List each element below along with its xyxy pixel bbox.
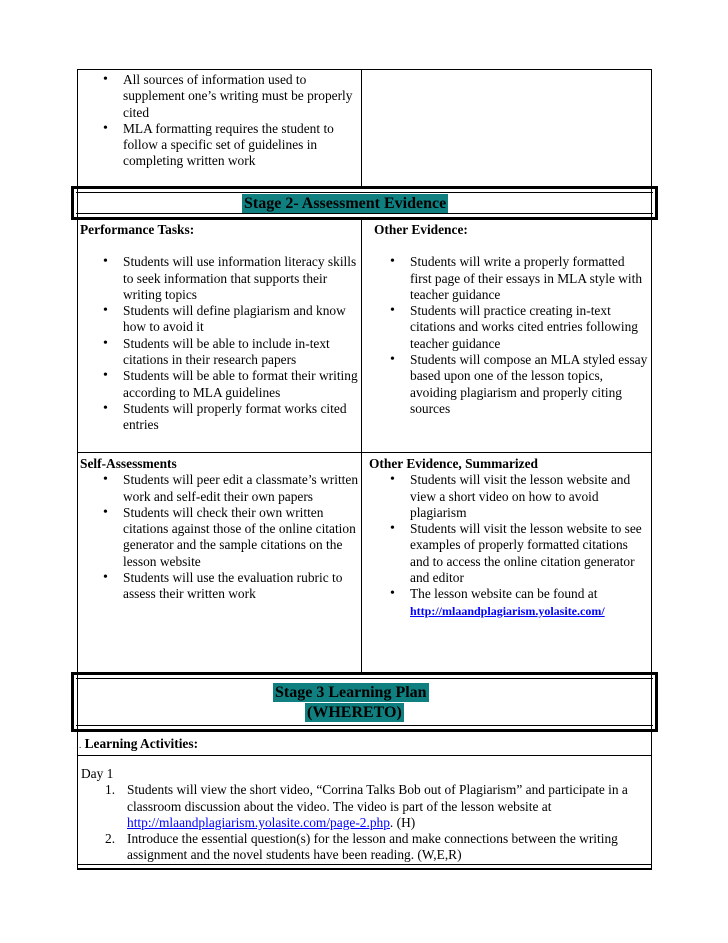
top-section-cell xyxy=(79,72,359,170)
stage3-border-outer-top xyxy=(71,672,658,675)
item-number: 1. xyxy=(105,782,116,798)
self-assessments-list xyxy=(79,472,360,602)
performance-tasks-cell xyxy=(80,222,360,434)
border-right xyxy=(651,69,652,870)
list-item xyxy=(366,586,650,619)
other-evidence-heading: Other Evidence: xyxy=(374,222,468,237)
stage2-border-outer-top xyxy=(71,186,658,189)
learning-activities-heading: Learning Activities: xyxy=(84,736,199,751)
other-evidence-summarized-heading: Other Evidence, Summarized xyxy=(369,456,538,471)
stage3-border-outer-right xyxy=(655,672,658,732)
stage2-border-inner-bottom xyxy=(76,213,653,214)
top-bullet-list xyxy=(79,72,359,170)
other-evidence-summarized-cell xyxy=(366,456,650,619)
list-item: • MLA formatting requires the student to follow a specific set of guidelines in completing written work xyxy=(79,121,359,170)
list-item: • Students will visit the lesson website and view a short video on how to avoid plagiarism xyxy=(366,472,650,521)
item-text: Introduce the essential question(s) for the lesson and make connections between the writing assignment and the novel students have been reading. (W,E,R) xyxy=(127,831,618,863)
list-item: • Students will practice creating in-text citations and works cited entries following teacher guidance xyxy=(366,303,648,352)
self-assessments-cell xyxy=(80,456,360,603)
website-text: The lesson website can be found at xyxy=(410,586,598,602)
row-divider-stage2 xyxy=(77,452,652,453)
list-item: • Students will use information literacy skills to seek information that supports their writing topics xyxy=(79,254,360,303)
stage2-border-inner-top xyxy=(76,192,653,193)
stage3-banner-line2: (WHERETO) xyxy=(307,704,402,721)
border-left xyxy=(77,69,78,870)
stage3-border-inner-bottom xyxy=(76,725,653,726)
list-item: • All sources of information used to supplement one’s writing must be properly cited xyxy=(79,72,359,121)
stage2-banner-title: Stage 2- Assessment Evidence xyxy=(244,195,447,212)
list-item: • Students will compose an MLA styled essay based upon one of the lesson topics, avoiding plagiarism and properly citing sources xyxy=(366,352,648,417)
border-top xyxy=(77,69,652,70)
item-text-suffix: . (H) xyxy=(389,814,416,830)
performance-tasks-list xyxy=(79,254,360,433)
list-item: • Students will write a properly formatted first page of their essays in MLA style with teacher guidance xyxy=(366,254,648,303)
stage3-border-inner-top xyxy=(76,678,653,679)
paragraph-marker: . xyxy=(79,740,82,750)
list-item: • Students will be able to format their writing according to MLA guidelines xyxy=(79,368,360,401)
list-item: • Students will properly format works cited entries xyxy=(79,401,360,434)
stage2-border-outer-right xyxy=(655,186,658,220)
other-evidence-summarized-list xyxy=(366,472,650,619)
stage2-border-outer-bottom xyxy=(71,217,658,220)
stage3-banner-line1: Stage 3 Learning Plan xyxy=(275,684,427,701)
list-item xyxy=(81,831,647,864)
self-assessments-heading: Self-Assessments xyxy=(80,456,177,471)
item-number: 2. xyxy=(105,831,116,847)
border-bottom-1 xyxy=(77,864,652,865)
other-evidence-cell xyxy=(366,222,648,417)
day-1-activity-list xyxy=(81,782,647,863)
border-bottom-2 xyxy=(77,868,652,870)
list-item: • Students will be able to include in-text citations in their research papers xyxy=(79,336,360,369)
stage3-border-outer-left xyxy=(71,672,74,732)
learning-activities-heading-row xyxy=(79,736,198,753)
performance-tasks-heading: Performance Tasks: xyxy=(80,222,195,237)
other-evidence-list xyxy=(366,254,648,417)
column-divider-top xyxy=(361,69,362,186)
day-1-section xyxy=(81,766,647,864)
column-divider-stage2 xyxy=(361,220,362,672)
list-item: • Students will define plagiarism and know how to avoid it xyxy=(79,303,360,336)
stage2-border-outer-left xyxy=(71,186,74,220)
list-item: • Students will check their own written citations against those of the online citation generator and the sample citations on the lesson website xyxy=(79,505,360,570)
list-item: • Students will use the evaluation rubric to assess their written work xyxy=(79,570,360,603)
list-item xyxy=(81,782,647,831)
item-text: Students will view the short video, “Corrina Talks Bob out of Plagiarism” and participate in a classroom discussion about the video. The video is part of the lesson website at xyxy=(127,782,628,814)
video-page-link[interactable]: http://mlaandplagiarism.yolasite.com/page-2.php xyxy=(127,814,390,830)
lesson-website-link[interactable]: http://mlaandplagiarism.yolasite.com/ xyxy=(410,603,605,618)
list-item: • Students will peer edit a classmate’s written work and self-edit their own papers xyxy=(79,472,360,505)
list-item: • Students will visit the lesson website to see examples of properly formatted citations and to access the online citation generator and editor xyxy=(366,521,650,586)
row-divider-activities xyxy=(77,755,652,756)
stage3-border-outer-bottom xyxy=(71,729,658,732)
day-label: Day 1 xyxy=(81,766,114,781)
